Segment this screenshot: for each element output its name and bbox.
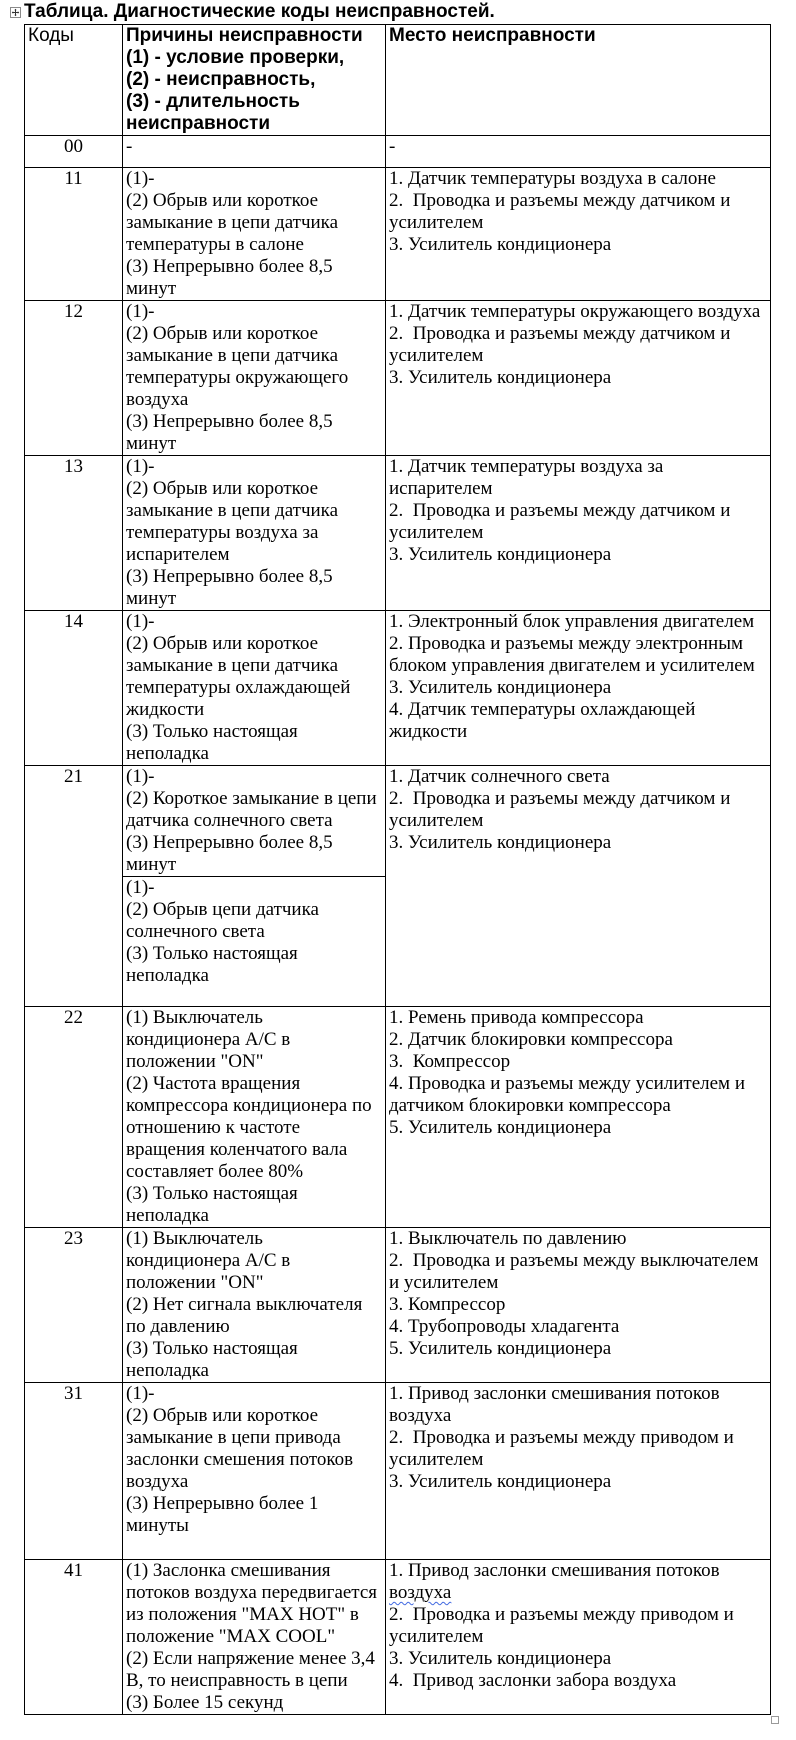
cause-line: минут	[126, 588, 177, 609]
cause-line: (3) Более 15 секунд	[126, 1692, 284, 1713]
location-line: 4. Привод заслонки забора воздуха	[389, 1670, 677, 1691]
fault-row-22	[25, 1007, 771, 1228]
location-line: 2. Проводка и разъемы между приводом и	[389, 1604, 734, 1625]
cause-line: (3) Непрерывно более 8,5	[126, 566, 333, 587]
header-location-label: Место неисправности	[389, 25, 596, 46]
cause-line: (3) Только настоящая	[126, 943, 298, 964]
cause-line: (1)-	[126, 168, 155, 189]
cause-line: составляет более 80%	[126, 1161, 304, 1182]
location-line: 4. Трубопроводы хладагента	[389, 1316, 620, 1337]
location-line: 1. Датчик температуры воздуха в салоне	[389, 168, 716, 189]
location-line: воздуха	[389, 1405, 452, 1426]
table-caption: Таблица. Диагностические коды неисправностей.	[24, 1, 495, 22]
cause-line: (1) Выключатель	[126, 1007, 263, 1028]
cause-line: кондиционера A/C в	[126, 1250, 291, 1271]
cause-line: минуты	[126, 1515, 189, 1536]
cause-line: замыкание в цепи датчика	[126, 655, 339, 676]
cause-line: из положения "MAX HOT" в	[126, 1604, 359, 1625]
code-cell	[25, 136, 123, 168]
cause-line: минут	[126, 854, 177, 875]
cause-line: солнечного света	[126, 921, 265, 942]
cause-line: (1)-	[126, 611, 155, 632]
cause-line: температуры охлаждающей	[126, 677, 351, 698]
cause-line: (3) Только настоящая	[126, 1183, 298, 1204]
code-cell	[25, 1383, 123, 1560]
cause-line: (3) Непрерывно более 1	[126, 1493, 319, 1514]
fault-row-41	[25, 1560, 771, 1715]
cause-line: неполадка	[126, 1360, 209, 1381]
cause-line: (3) Непрерывно более 8,5	[126, 256, 333, 277]
location-line: усилителем	[389, 522, 484, 543]
table-header-row	[25, 25, 771, 136]
cause-line: (2) Частота вращения	[126, 1073, 301, 1094]
cause-cell	[123, 766, 386, 877]
cause-line: (3) Только настоящая	[126, 721, 298, 742]
header-causes-line: (3) - длительность	[126, 91, 300, 112]
fault-row-31	[25, 1383, 771, 1560]
location-cell	[386, 1007, 771, 1228]
code-cell	[25, 611, 123, 766]
cause-line: минут	[126, 433, 177, 454]
fault-row-12	[25, 301, 771, 456]
location-line: усилителем	[389, 810, 484, 831]
location-line: 2. Проводка и разъемы между датчиком и	[389, 190, 731, 211]
cause-line: (1) Заслонка смешивания	[126, 1560, 331, 1581]
code-cell	[25, 766, 123, 1007]
location-line: 1. Датчик солнечного света	[389, 766, 610, 787]
location-line: 4. Датчик температуры охлаждающей	[389, 699, 696, 720]
location-line: 1. Датчик температуры воздуха за	[389, 456, 664, 477]
location-line: 1. Электронный блок управления двигателем	[389, 611, 755, 632]
location-cell	[386, 766, 771, 1007]
header-codes-label: Коды	[28, 25, 74, 46]
location-cell	[386, 456, 771, 611]
fault-row-00	[25, 136, 771, 168]
location-line: 3. Компрессор	[389, 1051, 511, 1072]
cause-line: отношению к частоте	[126, 1117, 301, 1138]
code-cell	[25, 168, 123, 301]
location-line: 3. Усилитель кондиционера	[389, 677, 612, 698]
header-causes-line: неисправности	[126, 113, 271, 134]
location-cell	[386, 168, 771, 301]
cause-line: (2) Обрыв или короткое	[126, 633, 319, 654]
cause-line: воздуха	[126, 389, 189, 410]
cause-line: температуры воздуха за	[126, 522, 319, 543]
location-line: и усилителем	[389, 1272, 499, 1293]
cause-line: (2) Обрыв цепи датчика	[126, 899, 319, 920]
location-line: усилителем	[389, 1449, 484, 1470]
cause-cell	[123, 456, 386, 611]
fault-code: 14	[64, 611, 83, 632]
cause-line: (2) Короткое замыкание в цепи	[126, 788, 377, 809]
spellcheck-marked-word: воздуха	[389, 1582, 452, 1603]
fault-code: 00	[64, 136, 83, 157]
location-line: 3. Усилитель кондиционера	[389, 832, 612, 853]
location-line: 2. Проводка и разъемы между электронным	[389, 633, 744, 654]
cause-cell	[123, 301, 386, 456]
cause-line: неполадка	[126, 1205, 209, 1226]
location-line: 1. Ремень привода компрессора	[389, 1007, 644, 1028]
location-cell	[386, 611, 771, 766]
cause-line: (1)-	[126, 877, 155, 898]
location-line: 5. Усилитель кондиционера	[389, 1338, 612, 1359]
location-line: 1. Привод заслонки смешивания потоков	[389, 1383, 720, 1404]
cause-line: по давлению	[126, 1316, 230, 1337]
location-line: жидкости	[389, 721, 468, 742]
cause-line: замыкание в цепи датчика	[126, 345, 339, 366]
cause-line: (2) Нет сигнала выключателя	[126, 1294, 363, 1315]
fault-code: 21	[64, 766, 83, 787]
cause-line: температуры окружающего	[126, 367, 349, 388]
fault-code: 12	[64, 301, 83, 322]
cause-cell	[123, 1007, 386, 1228]
fault-row-11	[25, 168, 771, 301]
cause-line: (1)-	[126, 301, 155, 322]
cause-cell	[123, 1228, 386, 1383]
cause-line: (3) Непрерывно более 8,5	[126, 411, 333, 432]
table-move-handle-icon[interactable]	[10, 7, 21, 18]
location-line: 4. Проводка и разъемы между усилителем и	[389, 1073, 745, 1094]
cause-line: замыкание в цепи привода	[126, 1427, 341, 1448]
cause-cell	[123, 611, 386, 766]
fault-row-21	[25, 766, 771, 877]
fault-row-14	[25, 611, 771, 766]
fault-code: 22	[64, 1007, 83, 1028]
header-location-cell	[386, 25, 771, 136]
code-cell	[25, 301, 123, 456]
location-line: 1. Выключатель по давлению	[389, 1228, 627, 1249]
cause-line: датчика солнечного света	[126, 810, 333, 831]
location-line: 2. Проводка и разъемы между выключателем	[389, 1250, 759, 1271]
fault-table-body	[25, 136, 771, 1715]
cause-line: положении "ON"	[126, 1272, 264, 1293]
cause-cell	[123, 168, 386, 301]
fault-code: 13	[64, 456, 83, 477]
cause-line: (2) Обрыв или короткое	[126, 478, 319, 499]
location-line: усилителем	[389, 1626, 484, 1647]
code-cell	[25, 1007, 123, 1228]
cause-cell	[123, 136, 386, 168]
cause-line: (3) Непрерывно более 8,5	[126, 832, 333, 853]
cause-line: потоков воздуха передвигается	[126, 1582, 378, 1603]
cause-line: (2) Обрыв или короткое	[126, 190, 319, 211]
code-cell	[25, 1560, 123, 1715]
location-cell	[386, 1383, 771, 1560]
header-causes-line: (1) - условие проверки,	[126, 47, 345, 68]
cause-line: минут	[126, 278, 177, 299]
cause-line: жидкости	[126, 699, 205, 720]
fault-row-13	[25, 456, 771, 611]
fault-code: 11	[64, 168, 83, 189]
cause-line: температуры в салоне	[126, 234, 304, 255]
code-cell	[25, 456, 123, 611]
location-cell	[386, 1560, 771, 1715]
cause-line: кондиционера A/C в	[126, 1029, 291, 1050]
location-cell	[386, 301, 771, 456]
cause-cell	[123, 1383, 386, 1560]
fault-codes-table	[24, 24, 771, 1715]
header-codes-cell	[25, 25, 123, 136]
fault-code: 41	[64, 1560, 83, 1581]
cause-line: положении "ON"	[126, 1051, 264, 1072]
header-causes-line: Причины неисправности	[126, 25, 363, 46]
cause-line: (1)-	[126, 1383, 155, 1404]
location-line: 3. Усилитель кондиционера	[389, 234, 612, 255]
location-line: 3. Компрессор	[389, 1294, 506, 1315]
location-line: 5. Усилитель кондиционера	[389, 1117, 612, 1138]
location-line: 3. Усилитель кондиционера	[389, 367, 612, 388]
fault-row-23	[25, 1228, 771, 1383]
location-line: 3. Усилитель кондиционера	[389, 1471, 612, 1492]
location-line: 3. Усилитель кондиционера	[389, 544, 612, 565]
cause-line: В, то неисправность в цепи	[126, 1670, 348, 1691]
location-line: 2. Датчик блокировки компрессора	[389, 1029, 673, 1050]
location-line: датчиком блокировки компрессора	[389, 1095, 671, 1116]
cause-line: положение "MAX COOL"	[126, 1626, 336, 1647]
location-line: 2. Проводка и разъемы между приводом и	[389, 1427, 734, 1448]
cause-line: воздуха	[126, 1471, 189, 1492]
cause-line: -	[126, 136, 133, 157]
cause-line: компрессора кондиционера по	[126, 1095, 372, 1116]
cause-line: (1)-	[126, 456, 155, 477]
location-line: 2. Проводка и разъемы между датчиком и	[389, 500, 731, 521]
table-resize-handle-icon[interactable]	[771, 1716, 779, 1724]
location-line: 2. Проводка и разъемы между датчиком и	[389, 788, 731, 809]
cause-line: неполадка	[126, 743, 209, 764]
header-causes-line: (2) - неисправность,	[126, 69, 316, 90]
location-line: 2. Проводка и разъемы между датчиком и	[389, 323, 731, 344]
location-line: блоком управления двигателем и усилителем	[389, 655, 755, 676]
cause-cell	[123, 1560, 386, 1715]
location-line	[389, 1582, 767, 1604]
cause-line: неполадка	[126, 965, 209, 986]
header-causes-cell	[123, 25, 386, 136]
cause-line: (1) Выключатель	[126, 1228, 263, 1249]
cause-line: (2) Обрыв или короткое	[126, 1405, 319, 1426]
fault-code: 23	[64, 1228, 83, 1249]
location-line: 1. Привод заслонки смешивания потоков	[389, 1560, 720, 1581]
location-cell	[386, 1228, 771, 1383]
cause-line: (2) Если напряжение менее 3,4	[126, 1648, 375, 1669]
location-cell	[386, 136, 771, 168]
location-line: усилителем	[389, 345, 484, 366]
location-line: 1. Датчик температуры окружающего воздуха	[389, 301, 761, 322]
location-line: испарителем	[389, 478, 493, 499]
location-line: усилителем	[389, 212, 484, 233]
location-line: -	[389, 136, 396, 157]
cause-line: замыкание в цепи датчика	[126, 212, 339, 233]
fault-code: 31	[64, 1383, 83, 1404]
cause-line: замыкание в цепи датчика	[126, 500, 339, 521]
cause-line: заслонки смешения потоков	[126, 1449, 354, 1470]
cause-cell	[123, 877, 386, 1007]
cause-line: (1)-	[126, 766, 155, 787]
location-line: 3. Усилитель кондиционера	[389, 1648, 612, 1669]
cause-line: испарителем	[126, 544, 230, 565]
cause-line: (2) Обрыв или короткое	[126, 323, 319, 344]
code-cell	[25, 1228, 123, 1383]
cause-line: (3) Только настоящая	[126, 1338, 298, 1359]
cause-line: вращения коленчатого вала	[126, 1139, 348, 1160]
